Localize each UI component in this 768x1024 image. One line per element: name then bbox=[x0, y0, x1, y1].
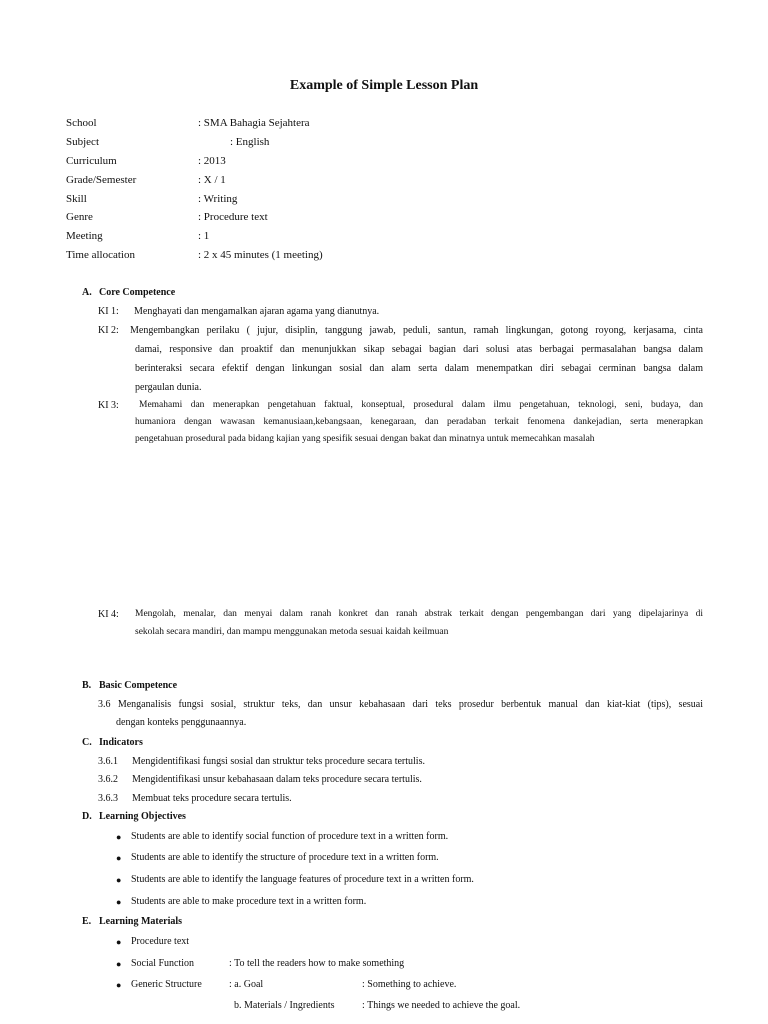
identity-value-grade: : X / 1 bbox=[198, 174, 226, 186]
identity-label-skill: Skill bbox=[66, 193, 87, 205]
identity-label-school: School bbox=[66, 117, 97, 129]
basic-competence-line: dengan konteks penggunaannya. bbox=[116, 717, 247, 728]
objective-item: Students are able to make procedure text in a written form. bbox=[131, 896, 367, 907]
ki4-number: KI 4: bbox=[98, 609, 119, 620]
ki3-line: pengetahuan prosedural pada bidang kajian yang spesifik sesuai dengan bakat dan minatnya untuk memecahkan masalah bbox=[135, 434, 595, 444]
disc-bullet-icon: ● bbox=[116, 832, 122, 842]
material-item-value: : To tell the readers how to make something bbox=[229, 958, 405, 969]
ki4-line: sekolah secara mandiri, dan mampu menggunakan metoda sesuai kaidah keilmuan bbox=[135, 627, 449, 637]
section-heading-indicators: Indicators bbox=[99, 737, 143, 748]
indicator-text: Mengidentifikasi unsur kebahasaan dalam teks procedure secara tertulis. bbox=[132, 774, 422, 785]
disc-bullet-icon: ● bbox=[116, 937, 122, 947]
identity-label-meeting: Meeting bbox=[66, 230, 103, 242]
identity-label-grade: Grade/Semester bbox=[66, 174, 137, 186]
disc-bullet-icon: ● bbox=[116, 897, 122, 907]
section-letter-a: A. bbox=[82, 287, 92, 298]
page-title: Example of Simple Lesson Plan bbox=[289, 78, 479, 93]
section-letter-b: B. bbox=[82, 680, 92, 691]
identity-value-curriculum: : 2013 bbox=[198, 155, 226, 167]
disc-bullet-icon: ● bbox=[116, 959, 122, 969]
identity-value-school: : SMA Bahagia Sejahtera bbox=[198, 117, 310, 129]
ki2-number: KI 2: bbox=[98, 325, 119, 336]
material-item-detail: : Something to achieve. bbox=[362, 979, 457, 990]
ki3-line: humaniora dengan wawasan kemanusiaan,kebangsaan, kenegaraan, dan peradaban terkait fenomena dankejadian, serta menerapkan bbox=[135, 417, 703, 427]
indicator-number: 3.6.2 bbox=[98, 774, 118, 785]
material-item: Procedure text bbox=[131, 936, 190, 947]
ki2-line: Mengembangkan perilaku ( jujur, disiplin, tanggung jawab, peduli, santun, ramah lingkungan, gotong royong, kerjasama, cinta bbox=[130, 325, 703, 336]
material-item-label: Social Function bbox=[131, 958, 195, 969]
ki4-line: Mengolah, menalar, dan menyai dalam ranah konkret dan ranah abstrak terkait dengan pengembangan dari yang dipelajarinya di bbox=[135, 609, 703, 619]
material-item-label: Generic Structure bbox=[131, 979, 202, 990]
ki1-number: KI 1: bbox=[98, 306, 119, 317]
section-heading-learning-objectives: Learning Objectives bbox=[99, 811, 186, 822]
indicator-text: Membuat teks procedure secara tertulis. bbox=[132, 793, 292, 804]
disc-bullet-icon: ● bbox=[116, 980, 122, 990]
objective-item: Students are able to identify social function of procedure text in a written form. bbox=[131, 831, 449, 842]
identity-value-skill: : Writing bbox=[198, 193, 238, 205]
disc-bullet-icon: ● bbox=[116, 875, 122, 885]
indicator-text: Mengidentifikasi fungsi sosial dan struktur teks procedure secara tertulis. bbox=[132, 756, 425, 767]
ki3-number: KI 3: bbox=[98, 400, 119, 411]
ki2-line: damai, responsive dan proaktif dan menunjukkan sikap sebagai bagian dari solusi atas berbagai permasalahan bangsa dalam bbox=[135, 344, 703, 355]
identity-label-curriculum: Curriculum bbox=[66, 155, 117, 167]
identity-label-subject: Subject bbox=[66, 136, 99, 148]
ki2-line: pergaulan dunia. bbox=[135, 382, 202, 393]
indicator-number: 3.6.3 bbox=[98, 793, 118, 804]
identity-value-genre: : Procedure text bbox=[198, 211, 268, 223]
ki3-line: Memahami dan menerapkan pengetahuan faktual, konseptual, prosedural dalam ilmu pengetahuan, teknologi, seni, budaya, dan bbox=[139, 400, 703, 410]
disc-bullet-icon: ● bbox=[116, 853, 122, 863]
material-sub-detail: : Things we needed to achieve the goal. bbox=[362, 1000, 521, 1011]
material-item-value: : a. Goal bbox=[229, 979, 264, 990]
basic-competence-line: 3.6 Menganalisis fungsi sosial, struktur teks, dan unsur kebahasaan dari teks prosedur berbentuk manual dan kiat-kiat (tips), sesuai bbox=[98, 699, 703, 710]
identity-label-genre: Genre bbox=[66, 211, 93, 223]
section-heading-learning-materials: Learning Materials bbox=[99, 916, 183, 927]
identity-value-time: : 2 x 45 minutes (1 meeting) bbox=[198, 249, 323, 261]
objective-item: Students are able to identify the structure of procedure text in a written form. bbox=[131, 852, 439, 863]
section-heading-basic-competence: Basic Competence bbox=[99, 680, 178, 691]
identity-value-subject: : English bbox=[230, 136, 270, 148]
ki1-text: Menghayati dan mengamalkan ajaran agama yang dianutnya. bbox=[134, 306, 380, 317]
section-letter-e: E. bbox=[82, 916, 92, 927]
ki2-line: berinteraksi secara efektif dengan linkungan sosial dan alam serta dalam menempatkan diri sebagai cerminan bangsa dalam bbox=[135, 363, 703, 374]
section-heading-core-competence: Core Competence bbox=[99, 287, 176, 298]
section-letter-d: D. bbox=[82, 811, 92, 822]
identity-label-time: Time allocation bbox=[66, 249, 135, 261]
objective-item: Students are able to identify the language features of procedure text in a written form. bbox=[131, 874, 474, 885]
section-letter-c: C. bbox=[82, 737, 92, 748]
identity-value-meeting: : 1 bbox=[198, 230, 210, 242]
indicator-number: 3.6.1 bbox=[98, 756, 118, 767]
material-sub-label: b. Materials / Ingredients bbox=[234, 1000, 335, 1011]
